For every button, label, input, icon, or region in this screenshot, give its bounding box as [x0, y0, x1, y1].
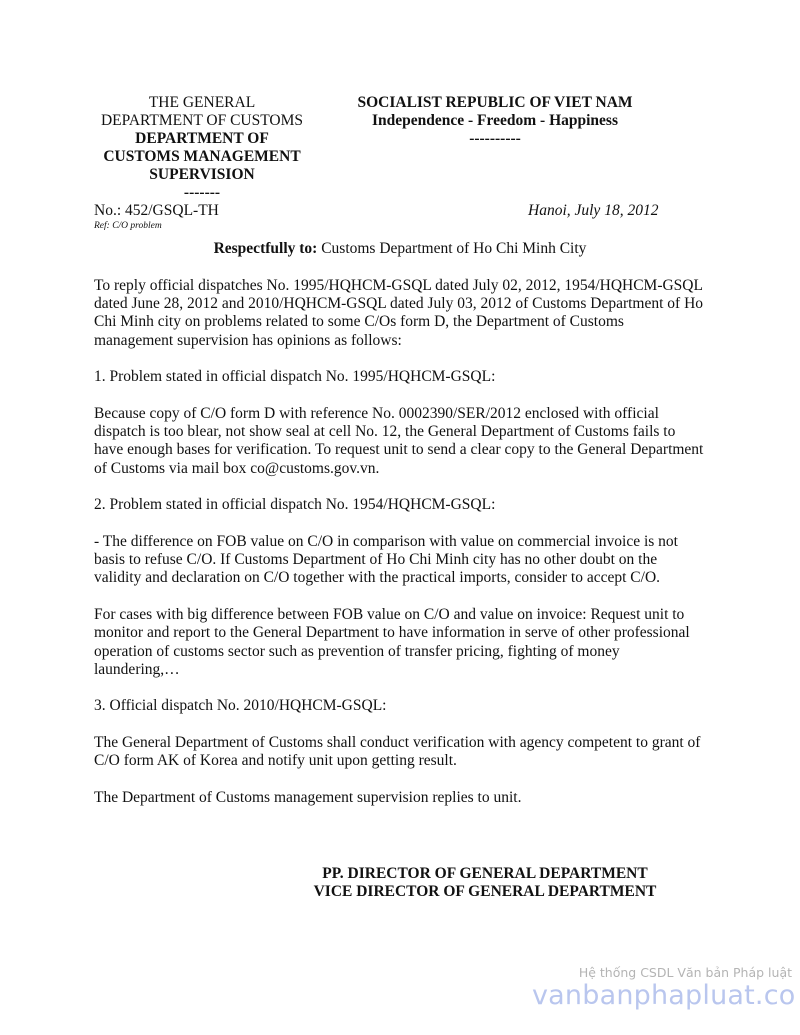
- closing-paragraph: The Department of Customs management supervision replies to unit.: [94, 789, 522, 807]
- issuing-department-line: CUSTOMS MANAGEMENT: [103, 148, 301, 165]
- watermark-site-name: vanbanphapluat.co: [532, 980, 796, 1011]
- issuing-authority-line: THE GENERAL: [148, 94, 256, 111]
- issuing-authority-block: [82, 94, 322, 202]
- body-paragraph-intro: To reply official dispatches No. 1995/HQHCM-GSQL dated July 02, 2012, 1954/HQHCM-GSQL dated June 28, 2012 and 2010/HQHCM-GSQL dated July 03, 2012 of Customs Department of Ho Chi Minh city on problems related to some C/Os form D, the Department of Customs management supervision has opinions as follows:: [94, 277, 704, 349]
- signatory-title: PP. DIRECTOR OF GENERAL DEPARTMENT: [322, 865, 648, 882]
- document-reference: Ref: C/O problem: [94, 221, 162, 231]
- document-date: Hanoi, July 18, 2012: [528, 202, 659, 219]
- country-name: SOCIALIST REPUBLIC OF VIET NAM: [357, 94, 633, 111]
- issuing-authority-line: DEPARTMENT OF CUSTOMS: [100, 112, 304, 129]
- recipient-value: Customs Department of Ho Chi Minh City: [317, 240, 587, 257]
- body-paragraph: - The difference on FOB value on C/O in comparison with value on commercial invoice is not basis to refuse C/O. If Customs Department of Ho Chi Minh city has no other doubt on the validity and declaration on C/O together with the practical imports, consider to accept C/O.: [94, 533, 678, 587]
- watermark: [520, 965, 800, 1011]
- issuing-department-line: SUPERVISION: [149, 166, 255, 183]
- national-motto: Independence - Freedom - Happiness: [371, 112, 618, 129]
- header-right-separator: ----------: [469, 130, 521, 147]
- document-body: [94, 277, 706, 826]
- section-heading-2: 2. Problem stated in official dispatch No. 1954/HQHCM-GSQL:: [94, 496, 496, 514]
- recipient-label: Respectfully to:: [213, 240, 318, 257]
- body-paragraph: For cases with big difference between FOB value on C/O and value on invoice: Request unit to monitor and report to the General Department to have information in serve of other professional operation of customs sector such as prevention of transfer pricing, fighting of money laundering,…: [94, 606, 690, 678]
- signatory-position: VICE DIRECTOR OF GENERAL DEPARTMENT: [313, 883, 657, 900]
- header-left-separator: -------: [183, 184, 221, 201]
- issuing-department-line: DEPARTMENT OF: [135, 130, 269, 147]
- watermark-caption: Hệ thống CSDL Văn bản Pháp luật: [578, 965, 792, 980]
- body-paragraph: The General Department of Customs shall conduct verification with agency competent to grant of C/O form AK of Korea and notify unit upon getting result.: [94, 734, 701, 770]
- body-paragraph: Because copy of C/O form D with reference No. 0002390/SER/2012 enclosed with official dispatch is too blear, not show seal at cell No. 12, the General Department of Customs fails to have enough bases for verification. To request unit to send a clear copy to the General Department of Customs via mail box co@customs.gov.vn.: [94, 405, 704, 477]
- recipient-line: [0, 240, 800, 258]
- signature-block: [290, 865, 680, 901]
- section-heading-1: 1. Problem stated in official dispatch No. 1995/HQHCM-GSQL:: [94, 368, 496, 386]
- document-number: No.: 452/GSQL-TH: [94, 202, 219, 219]
- section-heading-3: 3. Official dispatch No. 2010/HQHCM-GSQL:: [94, 697, 387, 715]
- national-motto-block: [340, 94, 650, 148]
